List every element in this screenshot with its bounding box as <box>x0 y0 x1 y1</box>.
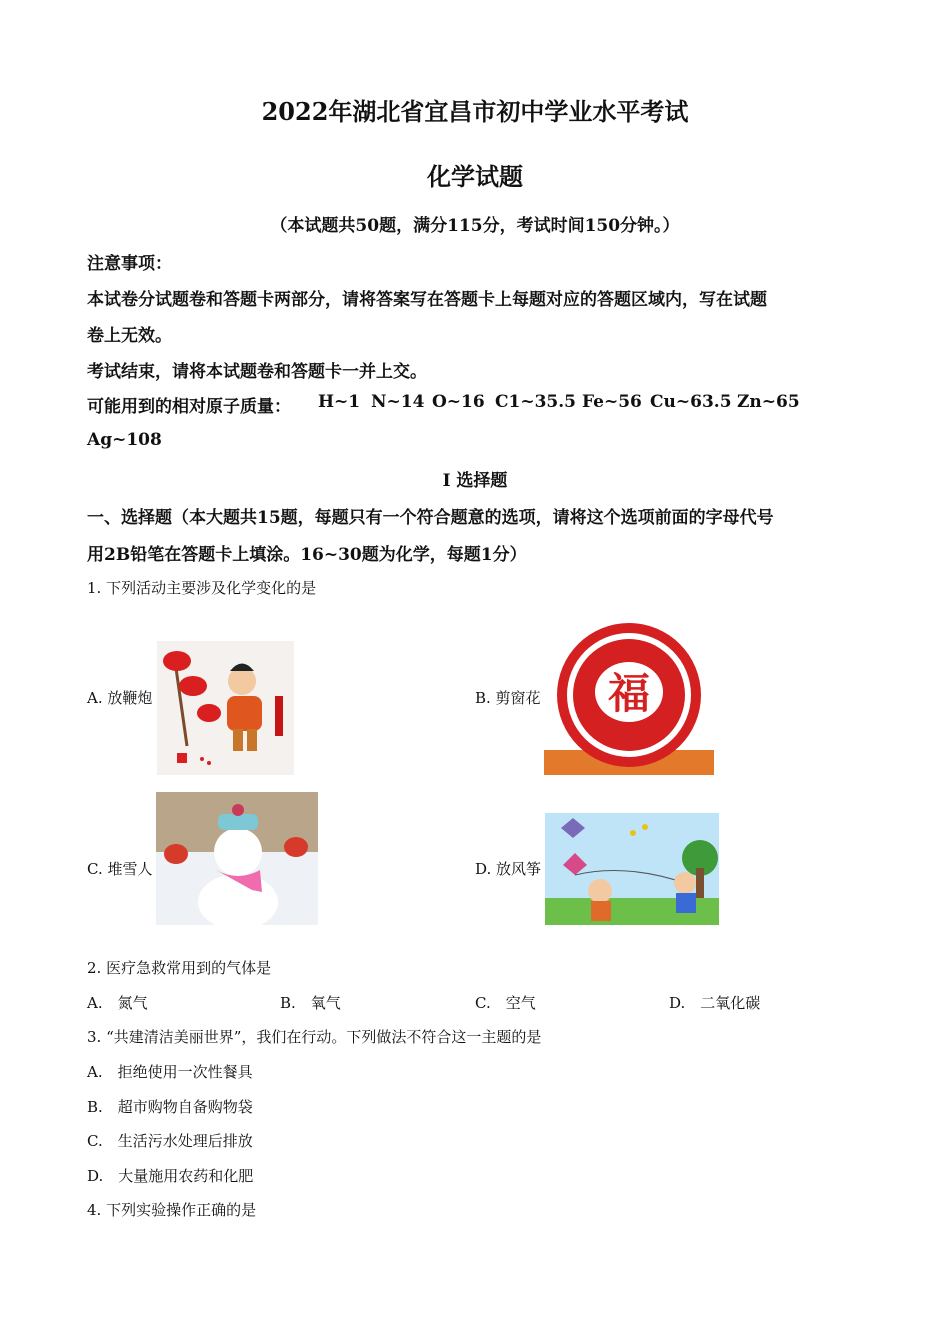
exam-subtitle: 化学试题 <box>427 162 523 191</box>
notice-line-1a: 本试卷分试题卷和答题卡两部分，请将答案写在答题卡上每题对应的答题区域内，写在试题 <box>87 290 767 310</box>
firecracker-image <box>157 641 294 775</box>
question-1-option-a: A. 放鞭炮 <box>87 689 153 707</box>
atomic-mass-cl: C1~35.5 <box>495 392 577 412</box>
question-2-option-c: C. 空气 <box>475 994 536 1012</box>
question-2-option-d: D. 二氧化碳 <box>669 994 761 1012</box>
question-2-stem: 2. 医疗急救常用到的气体是 <box>87 959 272 977</box>
question-1-option-d: D. 放风筝 <box>475 860 542 878</box>
question-2-option-b: B. 氧气 <box>280 994 341 1012</box>
papercut-image <box>544 620 714 775</box>
atomic-mass-ag: Ag~108 <box>87 430 162 450</box>
exam-title: 2022年湖北省宜昌市初中学业水平考试 <box>261 97 689 126</box>
question-3-option-b: B. 超市购物自备购物袋 <box>87 1098 253 1116</box>
question-1-stem: 1. 下列活动主要涉及化学变化的是 <box>87 579 317 597</box>
papercut-fu-text: 福 <box>607 669 651 718</box>
question-2-option-a: A. 氮气 <box>87 994 148 1012</box>
atomic-mass-h: H~1 <box>318 392 361 412</box>
atomic-masses-label: 可能用到的相对原子质量： <box>87 397 291 417</box>
question-3-option-a: A. 拒绝使用一次性餐具 <box>87 1063 253 1081</box>
notice-heading: 注意事项： <box>87 254 172 274</box>
question-3-stem: 3. “共建清洁美丽世界”，我们在行动。下列做法不符合这一主题的是 <box>87 1028 542 1046</box>
atomic-mass-o: O~16 <box>432 392 485 412</box>
atomic-mass-fe: Fe~56 <box>582 392 642 412</box>
question-3-option-d: D. 大量施用农药和化肥 <box>87 1167 254 1185</box>
question-4-stem: 4. 下列实验操作正确的是 <box>87 1201 257 1219</box>
section-instruction-2: 用2B铅笔在答题卡上填涂。16~30题为化学，每题1分） <box>87 545 527 565</box>
section-title: I 选择题 <box>442 471 508 491</box>
exam-info: （本试题共50题，满分115分，考试时间150分钟。） <box>270 216 680 236</box>
snowman-image <box>156 792 318 925</box>
atomic-mass-zn: Zn~65 <box>737 392 800 412</box>
atomic-mass-cu: Cu~63.5 <box>650 392 732 412</box>
section-instruction-1: 一、选择题（本大题共15题，每题只有一个符合题意的选项，请将这个选项前面的字母代号 <box>87 508 774 528</box>
question-1-option-c: C. 堆雪人 <box>87 860 153 878</box>
question-1-option-b: B. 剪窗花 <box>475 689 541 707</box>
kite-image <box>545 813 719 925</box>
notice-line-1b: 卷上无效。 <box>87 326 172 346</box>
notice-line-2: 考试结束，请将本试题卷和答题卡一并上交。 <box>87 362 427 382</box>
question-3-option-c: C. 生活污水处理后排放 <box>87 1132 253 1150</box>
atomic-mass-n: N~14 <box>371 392 425 412</box>
